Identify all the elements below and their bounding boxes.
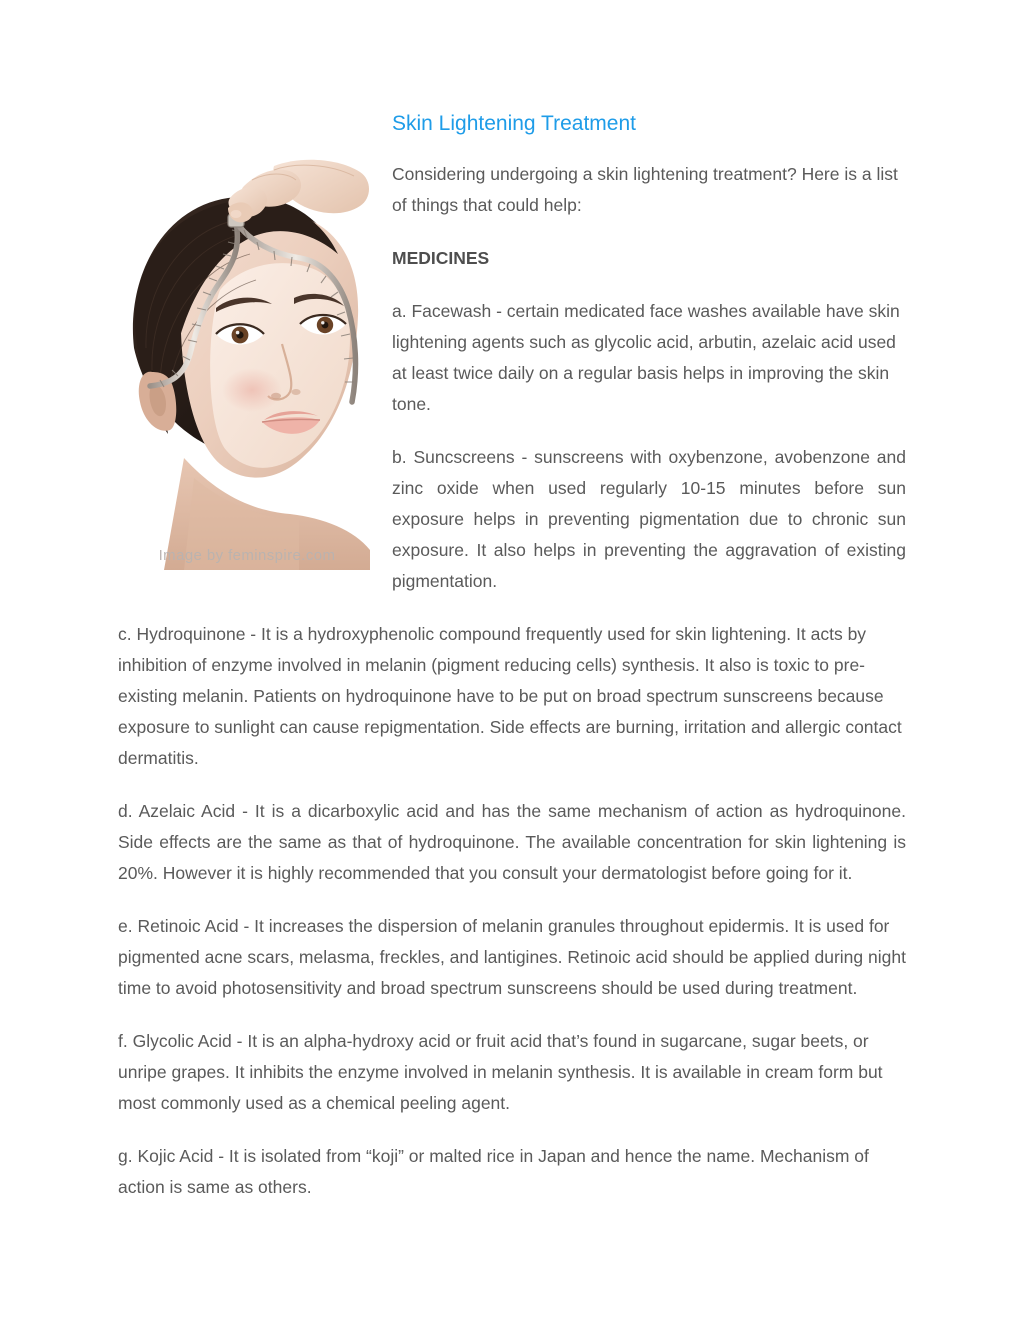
paragraph-intro: Considering undergoing a skin lightening treatment? Here is a list of things that could help: xyxy=(392,164,898,216)
paragraph-item-e-retinoic-acid: e. Retinoic Acid - It increases the dispersion of melanin granules throughout epidermis. It is used for pigmented acne scars, melasma, freckles, and lantigines. Retinoic acid should be applied during night time to avoid photosensitivity and broad spectrum sunscreens should be used during treatment. xyxy=(118,916,906,999)
paragraph-item-f-glycolic-acid: f. Glycolic Acid - It is an alpha-hydroxy acid or fruit acid that’s found in sugarcane, sugar beets, or unripe grapes. It inhibits the enzyme involved in melanin synthesis. It is available in cream form but most commonly used as a chemical peeling agent. xyxy=(118,1031,883,1114)
paragraph-item-c-hydroquinone: c. Hydroquinone - It is a hydroxyphenolic compound frequently used for skin lightening. It acts by inhibition of enzyme involved in melanin (pigment reducing cells) synthesis. It also is toxic to pre-existing melanin. Patients on hydroquinone have to be put on broad spectrum sunscreens because exposure to sunlight can cause repigmentation. Side effects are burning, irritation and allergic contact dermatitis. xyxy=(118,624,902,769)
paragraph-item-b-sunscreens: b. Suncscreens - sunscreens with oxybenzone, avobenzone and zinc oxide when used regularly 10-15 minutes before sun exposure helps in preventing pigmentation due to chronic sun exposure. It also helps in preventing the aggravation of existing pigmentation. xyxy=(392,447,906,592)
section-heading-medicines: MEDICINES xyxy=(392,248,490,269)
page-title: Skin Lightening Treatment xyxy=(392,112,636,135)
paragraph-item-d-azelaic-acid: d. Azelaic Acid - It is a dicarboxylic acid and has the same mechanism of action as hydroquinone. Side effects are the same as that of hydroquinone. The available concentration for skin lightening is 20%. However it is highly recommended that you consult your dermatologist before going for it. xyxy=(118,801,906,884)
paragraph-item-g-kojic-acid: g. Kojic Acid - It is isolated from “koji” or malted rice in Japan and hence the name. Mechanism of action is same as others. xyxy=(118,1146,869,1198)
paragraph-item-a-facewash: a. Facewash - certain medicated face washes available have skin lightening agents such as glycolic acid, arbutin, azelaic acid used at least twice daily on a regular basis helps in improving the skin tone. xyxy=(392,301,900,415)
image-watermark: Image by feminspire.com xyxy=(158,547,336,564)
article-figure xyxy=(124,158,370,570)
skin-treatment-photo xyxy=(124,158,370,570)
document-content xyxy=(118,110,906,1225)
